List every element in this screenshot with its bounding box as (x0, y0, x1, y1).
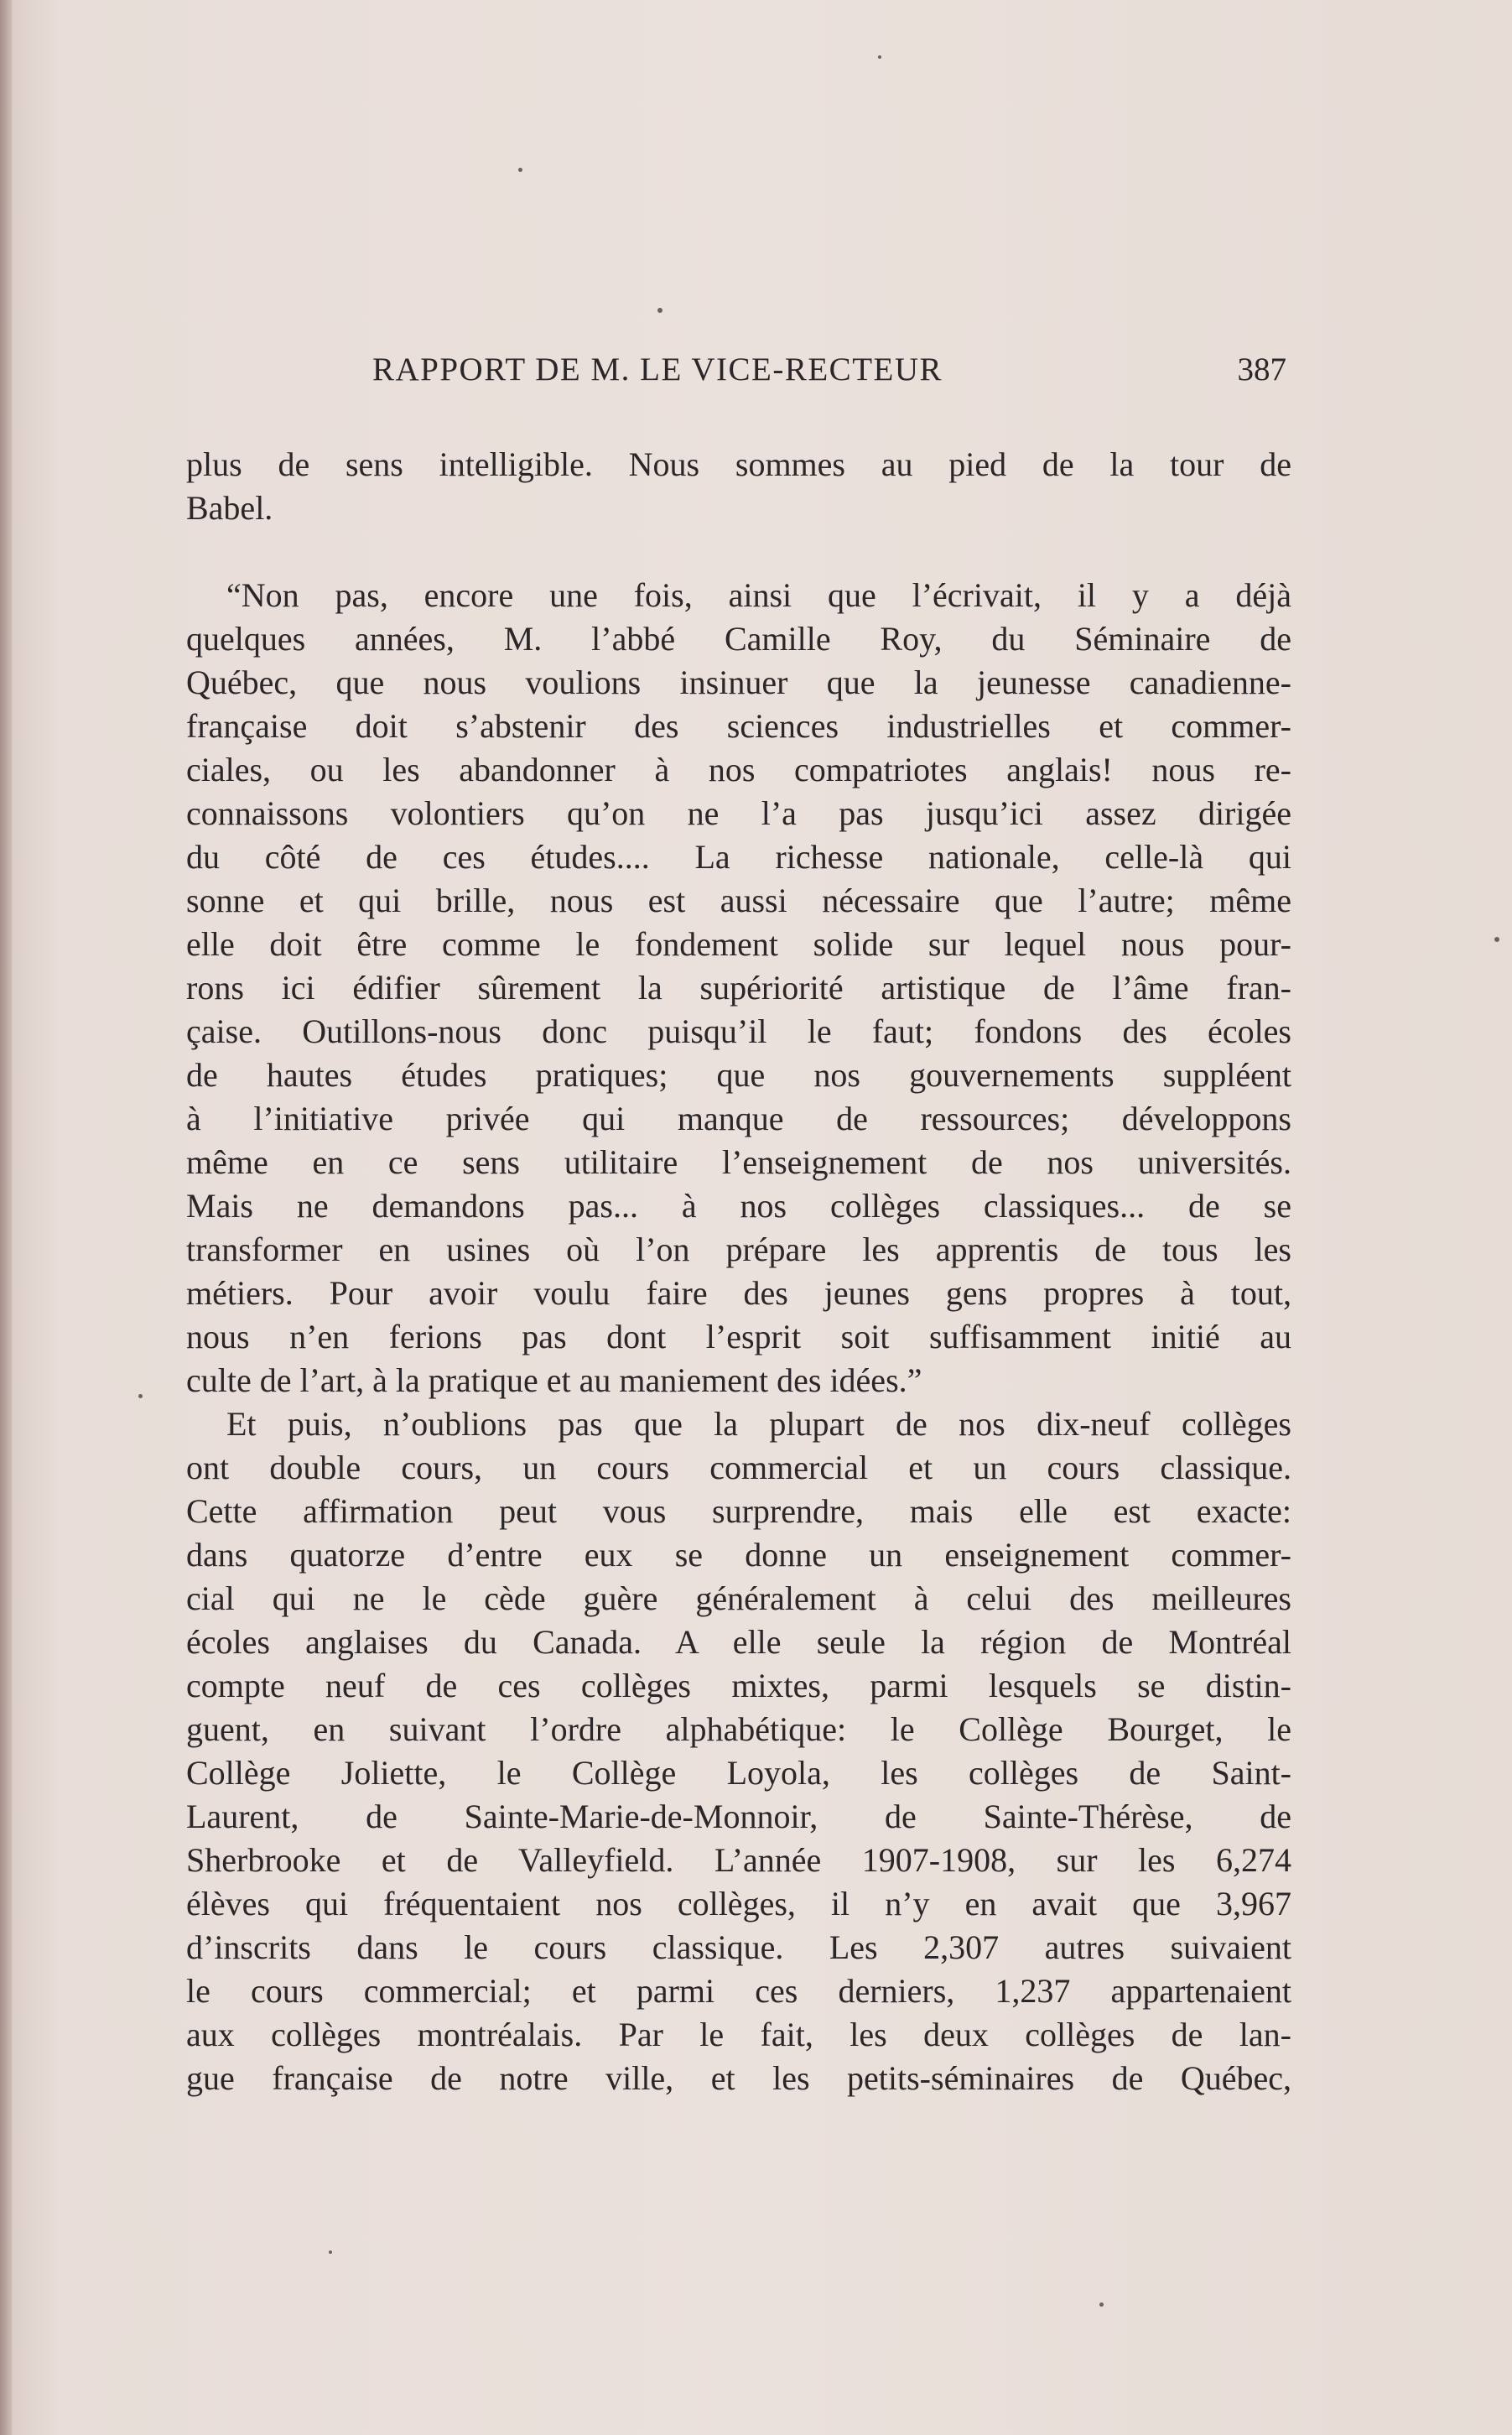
text-line: nous n’en ferions pas dont l’esprit soit suffisamment initié au (186, 1318, 1291, 1355)
page-number: 387 (1237, 351, 1286, 388)
text-line: Et puis, n’oublions pas que la plupart de nos dix-neuf collèges (226, 1405, 1291, 1443)
text-line: quelques années, M. l’abbé Camille Roy, du Séminaire de (186, 620, 1291, 658)
paper-speck (329, 2250, 332, 2254)
text-line: à l’initiative privée qui manque de ressources; développons (186, 1100, 1291, 1137)
text-line: française doit s’abstenir des sciences industrielles et commer- (186, 707, 1291, 745)
text-line: dans quatorze d’entre eux se donne un enseignement commer- (186, 1536, 1291, 1574)
body-text (186, 443, 1291, 2100)
text-line: aux collèges montréalais. Par le fait, les deux collèges de lan- (186, 2016, 1291, 2053)
text-line: Collège Joliette, le Collège Loyola, les collèges de Saint- (186, 1754, 1291, 1792)
paper-speck (878, 55, 881, 59)
paragraph-gap (186, 530, 1291, 574)
text-line: compte neuf de ces collèges mixtes, parmi lesquels se distin- (186, 1667, 1291, 1704)
quotation-paragraph (186, 574, 1291, 1402)
text-line: le cours commercial; et parmi ces derniers, 1,237 appartenaient (186, 1972, 1291, 2010)
text-line: d’inscrits dans le cours classique. Les 2,307 autres suivaient (186, 1928, 1291, 1966)
running-head (186, 351, 1286, 401)
text-line: ciales, ou les abandonner à nos compatriotes anglais! nous re- (186, 751, 1291, 788)
binding-edge (0, 0, 12, 2435)
text-line: ont double cours, un cours commercial et un cours classique. (186, 1449, 1291, 1486)
paper-speck (657, 308, 662, 313)
text-line: çaise. Outillons-nous donc puisqu’il le faut; fondons des écoles (186, 1012, 1291, 1050)
running-title: RAPPORT DE M. LE VICE-RECTEUR (372, 351, 943, 388)
text-line: culte de l’art, à la pratique et au maniement des idées.” (186, 1361, 922, 1399)
text-line: du côté de ces études.... La richesse nationale, celle-là qui (186, 838, 1291, 876)
text-line: de hautes études pratiques; que nos gouvernements suppléent (186, 1056, 1291, 1094)
text-line: Babel. (186, 489, 273, 527)
text-line: élèves qui fréquentaient nos collèges, il n’y en avait que 3,967 (186, 1885, 1291, 1923)
paragraph-continuation (186, 443, 1291, 530)
text-line: gue française de notre ville, et les petits-séminaires de Québec, (186, 2059, 1291, 2097)
text-line: “Non pas, encore une fois, ainsi que l’écrivait, il y a déjà (226, 576, 1291, 614)
text-line: guent, en suivant l’ordre alphabétique: le Collège Bourget, le (186, 1710, 1291, 1748)
text-line: métiers. Pour avoir voulu faire des jeunes gens propres à tout, (186, 1274, 1291, 1312)
text-line: Québec, que nous voulions insinuer que la jeunesse canadienne- (186, 663, 1291, 701)
colleges-paragraph (186, 1402, 1291, 2100)
text-line: Cette affirmation peut vous surprendre, mais elle est exacte: (186, 1492, 1291, 1530)
text-line: connaissons volontiers qu’on ne l’a pas jusqu’ici assez dirigée (186, 794, 1291, 832)
text-line: elle doit être comme le fondement solide sur lequel nous pour- (186, 925, 1291, 963)
text-line: transformer en usines où l’on prépare les apprentis de tous les (186, 1231, 1291, 1268)
text-line: Mais ne demandons pas... à nos collèges classiques... de se (186, 1187, 1291, 1225)
paper-speck (1494, 937, 1499, 942)
text-line: écoles anglaises du Canada. A elle seule la région de Montréal (186, 1623, 1291, 1661)
paper-speck (1099, 2302, 1104, 2307)
text-line: cial qui ne le cède guère généralement à celui des meilleures (186, 1579, 1291, 1617)
paper-speck (518, 168, 522, 172)
text-line: sonne et qui brille, nous est aussi nécessaire que l’autre; même (186, 882, 1291, 919)
text-line: Laurent, de Sainte-Marie-de-Monnoir, de Sainte-Thérèse, de (186, 1798, 1291, 1835)
text-line: même en ce sens utilitaire l’enseignement de nos universités. (186, 1143, 1291, 1181)
paper-speck (138, 1394, 143, 1398)
text-line: plus de sens intelligible. Nous sommes au pied de la tour de (186, 445, 1291, 483)
text-line: rons ici édifier sûrement la supériorité artistique de l’âme fran- (186, 969, 1291, 1007)
text-line: Sherbrooke et de Valleyfield. L’année 1907-1908, sur les 6,274 (186, 1841, 1291, 1879)
